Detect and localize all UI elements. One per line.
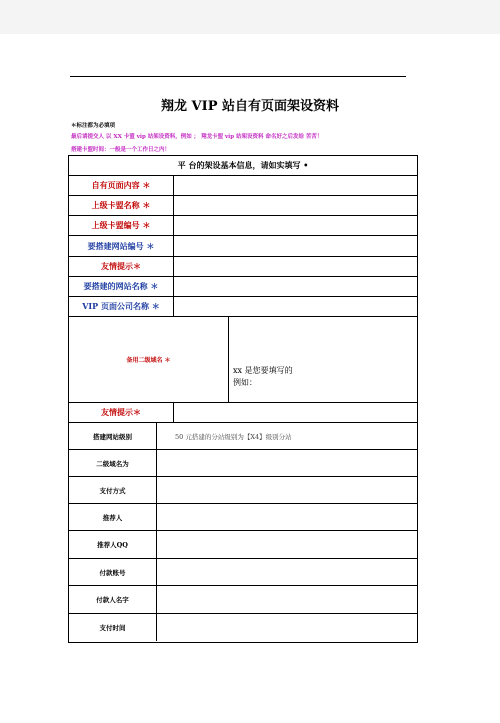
input-payment-account[interactable] — [157, 559, 417, 586]
input-referrer-qq[interactable] — [157, 531, 417, 559]
label-friendly-tip: 友情提示＊ — [69, 257, 174, 277]
label-payer-name: 付款人名字 — [69, 586, 157, 614]
required-note: ＊标注都为必填项 — [71, 123, 116, 129]
label-referrer: 推荐人 — [69, 504, 157, 531]
label-parent-number: 上级卡盟编号 ＊ — [69, 216, 174, 236]
label-payment-account: 付款账号 — [69, 559, 157, 586]
input-payment-method[interactable] — [157, 477, 417, 504]
label-parent-name: 上级卡盟名称 ＊ — [69, 196, 174, 216]
label-page-content: 自有页面内容 ＊ — [69, 176, 174, 196]
label-payment-method: 支付方式 — [69, 477, 157, 504]
time-note: 搭建卡盟时间：一般是一个工作日之内！ — [71, 147, 171, 153]
value-site-level: 50 元搭建的分站级别为【X4】级别分站 — [157, 423, 417, 450]
input-site-number[interactable] — [174, 236, 417, 257]
input-subdomain[interactable] — [157, 450, 417, 477]
backup-domain-hint-1: xx 是您要填写的 — [233, 366, 293, 375]
input-site-name[interactable] — [174, 277, 417, 297]
input-payer-name[interactable] — [157, 586, 417, 614]
input-page-content[interactable] — [174, 176, 417, 196]
label-referrer-qq: 推荐人QQ — [69, 531, 157, 559]
label-site-number: 要搭建网站编号 ＊ — [69, 236, 174, 257]
input-referrer[interactable] — [157, 504, 417, 531]
input-backup-domain[interactable] — [229, 317, 417, 403]
header-rule — [70, 76, 406, 77]
info-table-upper — [68, 155, 418, 423]
input-company-name[interactable] — [174, 297, 417, 317]
label-backup-domain: 备用二级域名 ＊ — [69, 317, 229, 403]
info-table-lower — [68, 423, 418, 643]
input-friendly-tip-2[interactable] — [174, 403, 417, 422]
label-payment-time: 支付时间 — [69, 614, 157, 641]
label-site-name: 要搭建的网站名称 ＊ — [69, 277, 174, 297]
input-friendly-tip[interactable] — [174, 257, 417, 277]
example-note: 最后请提交人 以 XX 卡盟 vip 站架设资料，例如 ； 翔龙卡盟 vip 站架设资料 命名好之后发给 苦苦！ — [71, 134, 323, 140]
input-payment-time[interactable] — [157, 614, 417, 641]
label-subdomain: 二级域名为 — [69, 450, 157, 477]
top-band — [0, 0, 500, 34]
input-parent-number[interactable] — [174, 216, 417, 236]
label-site-level: 搭建网站级别 — [69, 423, 157, 450]
label-company-name: VIP 页面公司名称 ＊ — [69, 297, 174, 317]
backup-domain-hint-2: 例如： — [233, 378, 257, 387]
label-friendly-tip-2: 友情提示＊ — [69, 403, 174, 422]
input-parent-name[interactable] — [174, 196, 417, 216]
table-header: 平 台的架设基本信息，请如实填写 • — [69, 156, 417, 176]
document-title: 翔龙 VIP 站自有页面架设资料 — [161, 99, 339, 114]
